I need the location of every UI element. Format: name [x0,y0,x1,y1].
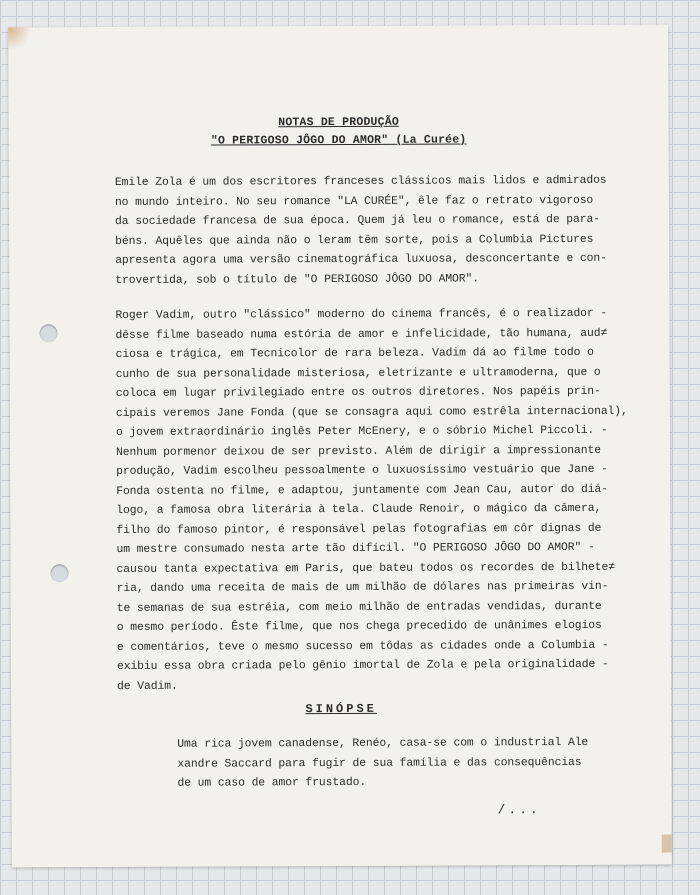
text-line: Fonda ostenta no filme, e adaptou, juntamente com Jean Cau, autor do diá- [116,483,608,498]
text-line: exibiu essa obra criada pelo gênio imortal de Zola e pela originalidade - [116,658,609,673]
text-line: logo, a famosa obra literária à tela. Claude Renoir, o mágico da câmera, [116,502,602,517]
text-line: coloca em lugar privilegiado entre os outros diretores. Nos papéis prin- [115,385,601,400]
text-line: ria, dando uma receita de mais de um milhão de dólares nas primeiras vin- [116,580,609,595]
paragraph-production [115,305,628,697]
text-line: xandre Saccard para fugir de sua família e das consequências [177,756,582,771]
text-line: cipais veremos Jane Fonda (que se consagra aqui como estrêla internacional), [115,405,628,420]
text-line: da sociedade francesa de sua época. Quem já leu o romance, está de para- [114,213,601,228]
text-line: cunho de sua personalidade misteriosa, eletrizante e ultramoderna, que o [115,366,601,381]
text-line: dêsse filme baseado numa estória de amor e infelicidade, tão humana, aud≠ [115,327,608,342]
text-line: filho do famoso pintor, é responsável pelas fotografias em côr dignas de [116,522,602,537]
paper-stain-corner [662,835,672,853]
text-line: o jovem extraordinário inglês Peter McEnery, e o sóbrio Michel Piccoli. - [115,424,608,439]
continuation-mark: /... [497,802,541,818]
paper-stain [8,27,34,49]
text-line: Nenhum pormenor deixou de ser previsto. Além de dirigir a impressionante [115,444,602,459]
text-line: de um caso de amor frustado. [177,776,367,790]
typed-page [8,25,672,868]
text-line: béns. Aquêles que ainda não o leram têm sorte, pois a Columbia Pictures [115,233,594,248]
text-line: o mesmo período. Êste filme, que nos chega precedido de unânimes elogios [116,619,602,634]
text-line: produção, Vadim escolheu pessoalmente o luxuosíssimo vestuário que Jane - [116,463,608,478]
text-line: Emile Zola é um dos escritores franceses clássicos mais lidos e admirados [114,174,607,189]
document-subtitle: "O PERIGOSO JÔGO DO AMOR" (La Curée) [210,133,467,148]
text-line: te semanas de sua estréia, com meio milhão de entradas vendidas, durante [116,600,602,615]
text-line: um mestre consumado nesta arte tão difícil. "O PERIGOSO JÔGO DO AMOR" - [116,541,595,556]
paragraph-synopsis [177,734,657,795]
text-line: apresenta agora uma versão cinematográfica luxuosa, desconcertante e con- [115,252,607,267]
punch-hole-bottom [51,564,69,582]
text-line: e comentários, teve o mesmo sucesso em tôdas as cidades onde a Columbia - [116,639,609,654]
text-line: trovertida, sob o título de "O PERIGOSO JÔGO DO AMOR". [115,272,480,287]
punch-hole-top [39,324,57,342]
document-title: NOTAS DE PRODUÇÃO [278,115,399,130]
text-line: no mundo inteiro. No seu romance "LA CURÉE", êle faz o retrato vigoroso [114,194,594,209]
text-line: de Vadim. [117,680,178,693]
text-line: causou tanta expectativa em Paris, que bateu todos os recordes de bilhete≠ [116,561,615,576]
synopsis-heading: SINÓPSE [305,701,377,717]
paragraph-intro [114,172,607,291]
text-line: ciosa e trágica, em Tecnicolor de rara beleza. Vadim dá ao filme todo o [115,346,594,361]
text-line: Roger Vadim, outro "clássico" moderno do cinema francês, é o realizador - [115,307,608,322]
text-line: Uma rica jovem canadense, Renéo, casa-se com o industrial Ale [177,736,589,751]
